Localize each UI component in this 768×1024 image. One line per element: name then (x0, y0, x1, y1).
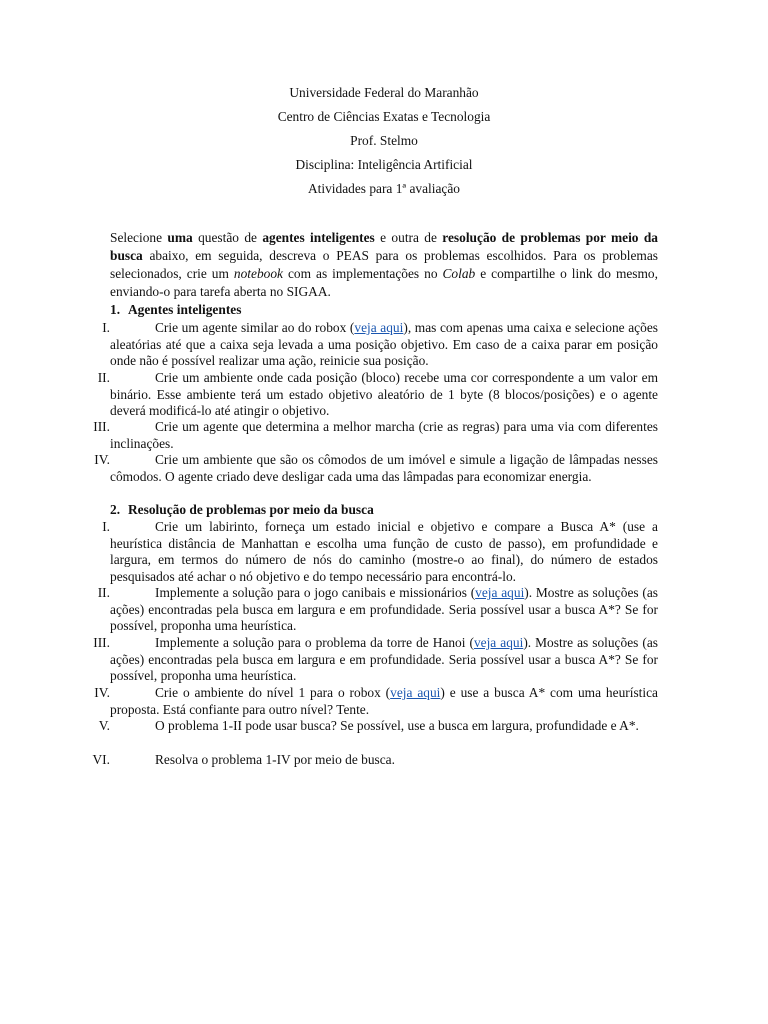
document-page: Universidade Federal do Maranhão Centro de Ciências Exatas e Tecnologia Prof. Stelmo Disciplina: Inteligência Artificial Atividades para 1ª avaliação Selecione uma questão de agentes inteligentes e outra de resolução de problemas por meio da busca abaixo, em seguida, descreva o PEAS para os problemas escolhidos. Para os problemas selecionados, crie um notebook com as implementações no Colab e compartilhe o link do mesmo, enviando-o para tarefa aberta no SIGAA. 1. Agentes inteligentes I. Crie um agente similar ao do robox (veja aqui), mas com apenas uma caixa e selecione ações aleatórias até que a caixa seja levada a uma posição objetivo. Em caso de a caixa parar em posição onde não é possível realizar uma ação, reinicie sua posição. II. Crie um ambiente onde cada posição (bloco) recebe uma cor correspondente a um valor em binário. Esse ambiente terá um estado objetivo aleatório de 1 byte (8 blocos/posições) e o agente deverá modificá-lo até atingir o objetivo. III. Crie um agente que determina a melhor marcha (crie as regras) para uma via com diferentes inclinações. IV. Crie um ambiente que são os cômodos de um imóvel e simule a ligação de lâmpadas nesses cômodos. O agente criado deve desligar cada uma das lâmpadas para economizar energia. 2. Resolução de problemas por meio da busca I. Crie um labirinto, forneça um estado inicial e objetivo e compare a Busca A* (use a heurística distância de Manhattan e escolha uma função de custo de passo), em profundidade e largura, em termos do número de nós do caminho (mostre-o ao final), do número de estados pesquisados até achar o nó objetivo e do tempo necessário para encontrá-lo. II. Implemente a solução para o jogo canibais e missionários (veja aqui). Mostre as soluções (as ações) encontradas pela busca em largura e em profundidade. Seria possível usar a busca A*? Se for possível, proponha uma heurística. III. Implemente a solução para o problema da torre de Hanoi (veja aqui). Mostre as soluções (as ações) encontradas pela busca em largura e em profundidade. Seria possível usar a busca A*? Se for possível, proponha uma heurística. IV. Crie o ambiente do nível 1 para o robox (veja aqui) e use a busca A* com uma heurística proposta. Está confiante para outro nível? Tente. V. O problema 1-II pode usar busca? Se possível, use a busca em largura, profundidade e A*. VI. Resolva o problema 1-IV por meio de busca. (0, 0, 768, 1024)
university-name: Universidade Federal do Maranhão (289, 85, 479, 100)
document-title: Atividades para 1ª avaliação (307, 181, 461, 196)
document-header (0, 84, 768, 204)
discipline-name: Disciplina: Inteligência Artificial (295, 157, 473, 172)
veja-aqui-link[interactable]: veja aqui (354, 320, 404, 335)
section-title-agents: 1. Agentes inteligentes (110, 302, 242, 317)
veja-aqui-link[interactable]: veja aqui (475, 585, 525, 600)
section-title-search: 2. Resolução de problemas por meio da busca (110, 502, 374, 517)
center-name: Centro de Ciências Exatas e Tecnologia (277, 109, 491, 124)
professor-name: Prof. Stelmo (350, 133, 418, 148)
veja-aqui-link[interactable]: veja aqui (473, 635, 524, 650)
intro-paragraph: Selecione uma questão de agentes inteligentes e outra de resolução de problemas por meio da busca abaixo, em seguida, descreva o PEAS para os problemas escolhidos. Para os problemas selecionados, crie um notebook com as implementações no Colab e compartilhe o link do mesmo, enviando-o para tarefa aberta no SIGAA. (110, 230, 658, 299)
veja-aqui-link[interactable]: veja aqui (390, 685, 441, 700)
